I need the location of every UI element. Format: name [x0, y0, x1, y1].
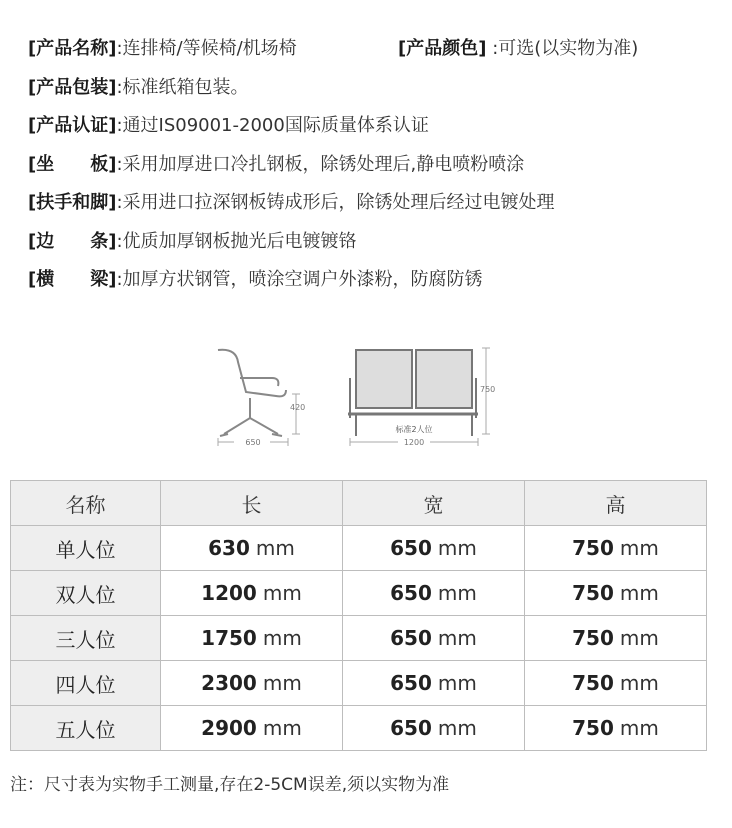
table-row: [11, 706, 707, 751]
row-name: 单人位: [11, 526, 161, 571]
spec-row-seat: [28, 144, 718, 183]
front-caption: 标准2人位: [395, 425, 433, 434]
table-header-row: [11, 481, 707, 526]
chair-side-foot-left: [220, 434, 228, 436]
front-seat-right: [416, 350, 472, 408]
row-length: 630 mm: [161, 526, 343, 571]
chair-side-legs: [224, 418, 278, 434]
spec-row-edge: [28, 221, 718, 260]
spec-armrest-label: [扶手和脚]: [28, 192, 117, 214]
header-length: 长: [161, 481, 343, 526]
spec-name-value: :连排椅/等候椅/机场椅: [116, 38, 297, 60]
table-row: [11, 616, 707, 661]
front-height-label: 750: [480, 385, 496, 394]
chair-side-foot-right: [272, 434, 282, 436]
spec-package-label: [产品包装]: [28, 76, 117, 98]
spec-color-value: :可选(以实物为准): [492, 38, 639, 60]
spec-row-armrest: [28, 182, 718, 221]
spec-beam-value: :加厚方状钢管，喷涂空调户外漆粉，防腐防锈: [116, 269, 483, 291]
table-row: [11, 526, 707, 571]
spec-color: [398, 34, 638, 60]
spec-color-label: [产品颜色]: [398, 38, 487, 60]
row-length: 1200 mm: [161, 571, 343, 616]
side-height-dimension: [292, 394, 300, 434]
side-width-label: 650: [245, 438, 261, 447]
spec-cert-value: :通过IS09001-2000国际质量体系认证: [116, 115, 429, 137]
chair-front-view: [348, 350, 478, 436]
chair-side-view: [218, 350, 286, 436]
dimension-table: [10, 480, 707, 751]
spec-armrest-value: :采用进口拉深钢板铸成形后，除锈处理后经过电镀处理: [116, 192, 555, 214]
header-name: 名称: [11, 481, 161, 526]
row-width: 650 mm: [343, 571, 525, 616]
chair-side-profile: [218, 350, 286, 397]
row-name: 双人位: [11, 571, 161, 616]
spec-row-beam: [28, 259, 718, 298]
spec-name-label: [产品名称]: [28, 38, 117, 60]
row-length: 2900 mm: [161, 706, 343, 751]
front-seat-left: [356, 350, 412, 408]
row-width: 650 mm: [343, 706, 525, 751]
spec-row-package: [28, 67, 718, 106]
measurement-note: 注：尺寸表为实物手工测量,存在2-5CM误差,须以实物为准: [10, 775, 450, 795]
chair-dimension-diagram: [210, 338, 500, 458]
product-specs: [28, 28, 718, 298]
spec-name: [28, 34, 398, 60]
spec-edge-value: :优质加厚钢板抛光后电镀镀铬: [116, 230, 357, 252]
spec-row-cert: [28, 105, 718, 144]
table-row: [11, 661, 707, 706]
row-name: 四人位: [11, 661, 161, 706]
row-height: 750 mm: [525, 616, 707, 661]
chair-side-armrest: [240, 378, 278, 386]
header-height: 高: [525, 481, 707, 526]
table-row: [11, 571, 707, 616]
row-width: 650 mm: [343, 661, 525, 706]
row-height: 750 mm: [525, 571, 707, 616]
spec-row-name-color: [28, 28, 718, 67]
row-name: 五人位: [11, 706, 161, 751]
spec-package-value: :标准纸箱包装。: [116, 76, 249, 98]
spec-edge-label: [边 条]: [28, 230, 117, 252]
front-width-label: 1200: [403, 438, 425, 447]
row-width: 650 mm: [343, 526, 525, 571]
spec-seat-value: :采用加厚进口冷扎钢板，除锈处理后,静电喷粉喷涂: [116, 153, 525, 175]
row-length: 1750 mm: [161, 616, 343, 661]
header-width: 宽: [343, 481, 525, 526]
side-height-label: 420: [290, 403, 306, 412]
row-width: 650 mm: [343, 616, 525, 661]
row-height: 750 mm: [525, 706, 707, 751]
row-height: 750 mm: [525, 661, 707, 706]
spec-seat-label: [坐 板]: [28, 153, 117, 175]
spec-beam-label: [横 梁]: [28, 269, 117, 291]
row-height: 750 mm: [525, 526, 707, 571]
row-length: 2300 mm: [161, 661, 343, 706]
spec-cert-label: [产品认证]: [28, 115, 117, 137]
row-name: 三人位: [11, 616, 161, 661]
